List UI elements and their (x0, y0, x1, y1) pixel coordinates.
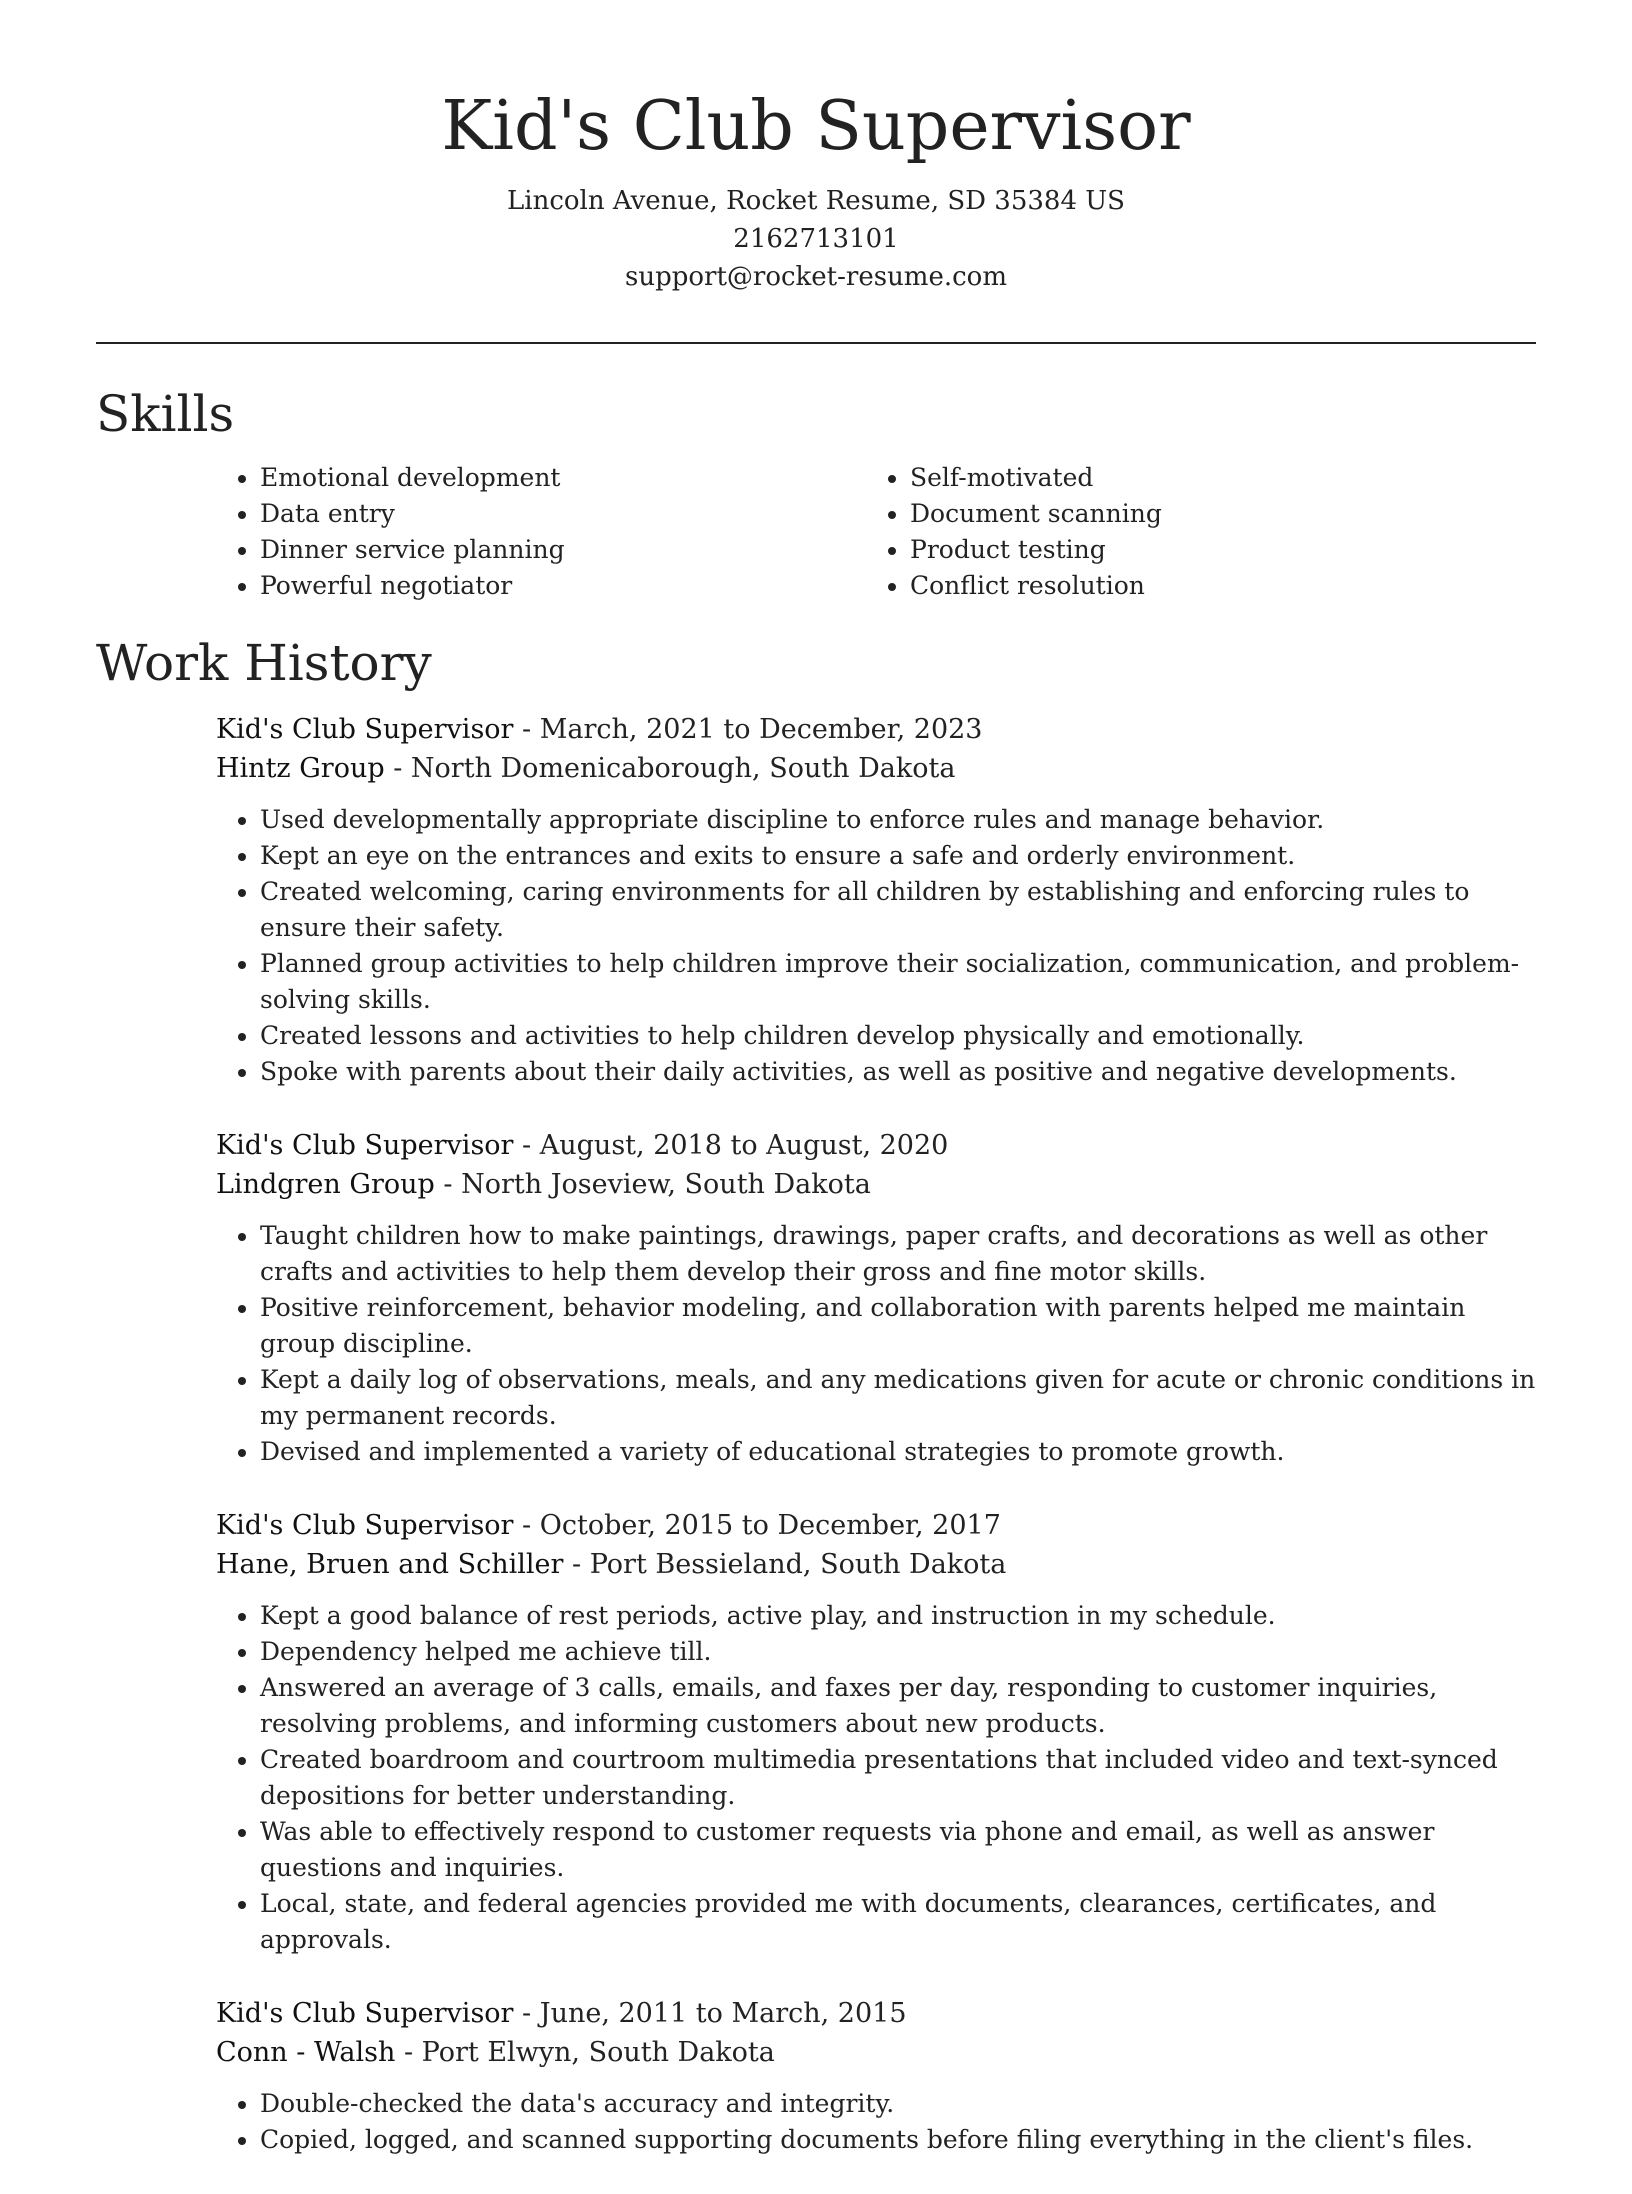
job-company: Conn - Walsh (216, 2037, 396, 2068)
job-title-line (216, 1506, 1536, 1545)
job-title-line (216, 1126, 1536, 1165)
phone-line: 2162713101 (733, 224, 899, 254)
job-company: Hane, Bruen and Schiller (216, 1549, 564, 1580)
job-location: - North Joseview, South Dakota (434, 1169, 871, 1200)
job-bullet: • Created welcoming, caring environments for all children by establishing and enforcing rules to ensure their safety. (260, 874, 1536, 946)
job-bullet: • Kept an eye on the entrances and exits to ensure a safe and orderly environment. (260, 838, 1536, 874)
job-title-line (216, 1994, 1536, 2033)
job-bullet: • Was able to effectively respond to customer requests via phone and email, as well as answer questions and inquiries. (260, 1814, 1536, 1886)
job-bullet: • Dependency helped me achieve till. (260, 1634, 1536, 1670)
job-company: Lindgren Group (216, 1169, 435, 1200)
skill-item: • Dinner service planning (260, 532, 565, 568)
job-entry (216, 710, 1536, 1090)
skill-item: • Self-motivated (910, 460, 1162, 496)
job-bullet: • Copied, logged, and scanned supporting documents before filing everything in the client's files. (260, 2122, 1536, 2158)
candidate-name: Kid's Club Supervisor (441, 87, 1191, 166)
job-bullet: • Spoke with parents about their daily activities, as well as positive and negative developments. (260, 1054, 1536, 1090)
skill-item: • Powerful negotiator (260, 568, 565, 604)
job-dates: - October, 2015 to December, 2017 (513, 1510, 1001, 1541)
job-title: Kid's Club Supervisor (216, 1510, 514, 1541)
job-location: - Port Bessieland, South Dakota (563, 1549, 1007, 1580)
job-bullet: • Created boardroom and courtroom multimedia presentations that included video and text-synced depositions for better understanding. (260, 1742, 1536, 1814)
job-bullet: • Taught children how to make paintings, drawings, paper crafts, and decorations as well as other crafts and activities to help them develop their gross and fine motor skills. (260, 1218, 1536, 1290)
skill-item: • Data entry (260, 496, 565, 532)
job-bullet: • Planned group activities to help children improve their socialization, communication, and problem-solving skills. (260, 946, 1536, 1018)
email-line: support@rocket-resume.com (624, 262, 1007, 292)
job-bullets (216, 2086, 1536, 2158)
job-bullet: • Created lessons and activities to help children develop physically and emotionally. (260, 1018, 1536, 1054)
job-bullet: • Double-checked the data's accuracy and integrity. (260, 2086, 1536, 2122)
job-title-line (216, 710, 1536, 749)
job-dates: - August, 2018 to August, 2020 (513, 1130, 949, 1161)
job-bullet: • Positive reinforcement, behavior modeling, and collaboration with parents helped me maintain group discipline. (260, 1290, 1536, 1362)
work-history-heading: Work History (96, 634, 432, 692)
job-entry (216, 1126, 1536, 1470)
job-title: Kid's Club Supervisor (216, 1130, 514, 1161)
job-bullet: • Kept a good balance of rest periods, active play, and instruction in my schedule. (260, 1598, 1536, 1634)
skill-item: • Product testing (910, 532, 1162, 568)
job-title: Kid's Club Supervisor (216, 714, 514, 745)
job-bullet: • Used developmentally appropriate discipline to enforce rules and manage behavior. (260, 802, 1536, 838)
job-entry (216, 1506, 1536, 1958)
job-bullet: • Devised and implemented a variety of educational strategies to promote growth. (260, 1434, 1536, 1470)
job-bullet: • Local, state, and federal agencies provided me with documents, clearances, certificates, and approvals. (260, 1886, 1536, 1958)
job-dates: - June, 2011 to March, 2015 (513, 1998, 907, 2029)
header-divider (96, 342, 1536, 344)
job-title: Kid's Club Supervisor (216, 1998, 514, 2029)
job-company-line (216, 749, 1536, 788)
skills-column-left (230, 460, 565, 604)
job-entry (216, 1994, 1536, 2158)
job-bullets (216, 1218, 1536, 1470)
address-line: Lincoln Avenue, Rocket Resume, SD 35384 US (507, 186, 1125, 216)
job-company: Hintz Group (216, 753, 385, 784)
skill-item: • Document scanning (910, 496, 1162, 532)
skill-item: • Conflict resolution (910, 568, 1162, 604)
job-location: - Port Elwyn, South Dakota (395, 2037, 775, 2068)
job-bullet: • Answered an average of 3 calls, emails, and faxes per day, responding to customer inquiries, resolving problems, and informing customers about new products. (260, 1670, 1536, 1742)
job-bullets (216, 802, 1536, 1090)
job-company-line (216, 1545, 1536, 1584)
work-history-section (216, 710, 1536, 2194)
skills-column-right (880, 460, 1162, 604)
job-location: - North Domenicaborough, South Dakota (384, 753, 956, 784)
skill-item: • Emotional development (260, 460, 565, 496)
job-bullets (216, 1598, 1536, 1958)
job-company-line (216, 1165, 1536, 1204)
resume-header (0, 0, 1632, 296)
job-bullet: • Kept a daily log of observations, meals, and any medications given for acute or chronic conditions in my permanent records. (260, 1362, 1536, 1434)
job-dates: - March, 2021 to December, 2023 (513, 714, 983, 745)
job-company-line (216, 2033, 1536, 2072)
skills-heading: Skills (96, 385, 235, 443)
